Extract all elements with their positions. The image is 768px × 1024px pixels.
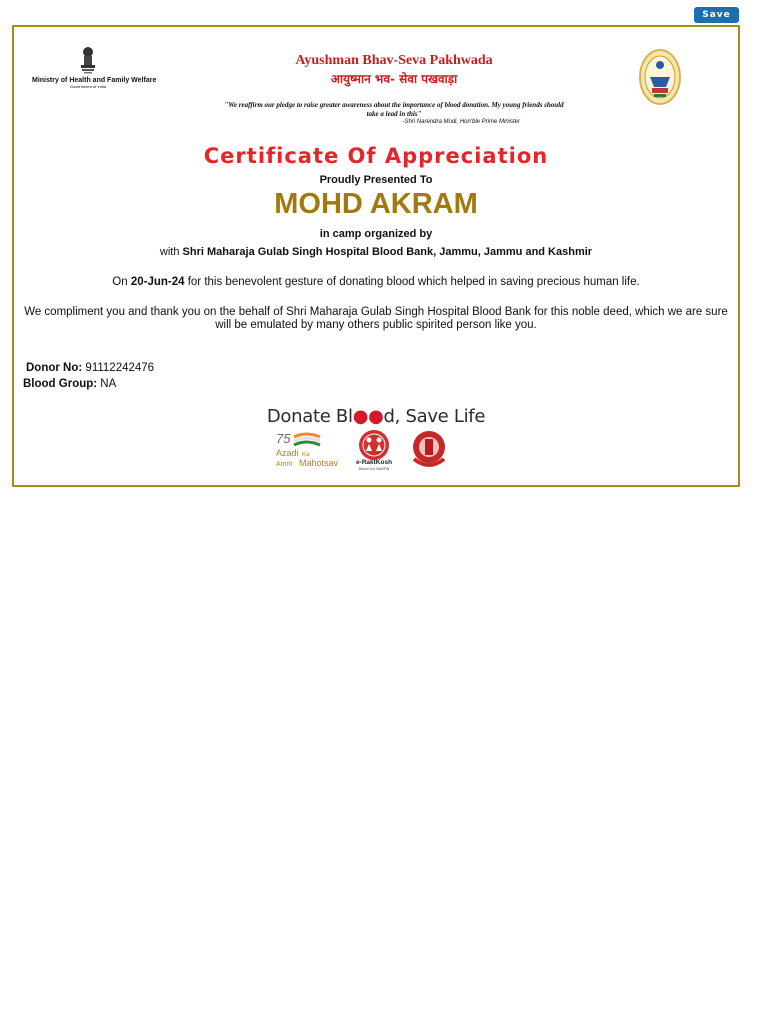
donor-number-row (26, 362, 154, 374)
campaign-header (194, 53, 594, 87)
thanks-paragraph: We compliment you and thank you on the behalf of Shri Maharaja Gulab Singh Hospital Blood Bank for this noble deed, which we are sure will be emulated by many others public spirited person like you. (24, 306, 728, 331)
organizer-line (14, 246, 738, 258)
donor-name: MOHD AKRAM (274, 188, 478, 220)
blood-group-row (23, 378, 116, 390)
government-name: Government of India (69, 84, 107, 89)
emblem-icon (78, 45, 98, 75)
state-emblem-icon (628, 43, 692, 109)
organizer-name: Shri Maharaja Gulab Singh Hospital Blood Bank, Jammu, Jammu and Kashmir (182, 246, 593, 258)
presented-to-label: Proudly Presented To (319, 174, 433, 186)
on-prefix: On (112, 276, 128, 288)
footer-logos (272, 429, 472, 475)
mahotsav-word: Mahotsav (299, 458, 339, 468)
pm-quote: "We reaffirm our pledge to raise greater awareness about the importance of blood donation. My young friends should take a lead in this" (224, 101, 564, 118)
ministry-name: Ministry of Health and Family Welfare (32, 77, 157, 84)
eraktkosh-subtext: Blood Cell, MoHFW (358, 467, 390, 471)
eraktkosh-logo-icon (352, 429, 396, 476)
amrit-word: Amrit (276, 461, 293, 468)
donation-date-line (14, 276, 738, 288)
donate-blood-slogan (14, 406, 738, 427)
eraktkosh-text: e-RaktKosh (355, 459, 393, 466)
donation-date: 20-Jun-24 (130, 276, 185, 288)
azadi-logo-icon (272, 429, 342, 476)
donor-number-label: Donor No: (26, 362, 83, 374)
blood-group-value: NA (100, 378, 117, 390)
slogan-part-a: Donate Bl (266, 406, 353, 427)
pm-quote-attribution: -Shri Narendra Modi, Hon'ble Prime Minister (402, 119, 520, 125)
slogan-part-b: d, Save Life (383, 406, 486, 427)
certificate-frame (12, 25, 740, 487)
camp-label: in camp organized by (319, 228, 433, 240)
save-button[interactable]: Save (694, 7, 739, 23)
gesture-text: for this benevolent gesture of donating blood which helped in saving precious human life. (187, 276, 640, 288)
campaign-title-hindi: आयुष्मान भव- सेवा पखवाड़ा (330, 72, 458, 86)
azadi-75-text: 75 (276, 431, 291, 446)
ministry-logo (32, 45, 157, 89)
blood-drop-icon: ●● (352, 406, 384, 427)
azadi-ka-word: Ka (302, 452, 310, 458)
red-cross-seal-icon (406, 429, 452, 476)
blood-group-label: Blood Group: (23, 378, 98, 390)
with-prefix: with (159, 246, 180, 258)
certificate-title: Certificate Of Appreciation (203, 144, 549, 168)
donor-number-value: 91112242476 (85, 362, 155, 374)
campaign-title-english: Ayushman Bhav-Seva Pakhwada (295, 53, 493, 68)
azadi-word: Azadi (276, 448, 299, 458)
